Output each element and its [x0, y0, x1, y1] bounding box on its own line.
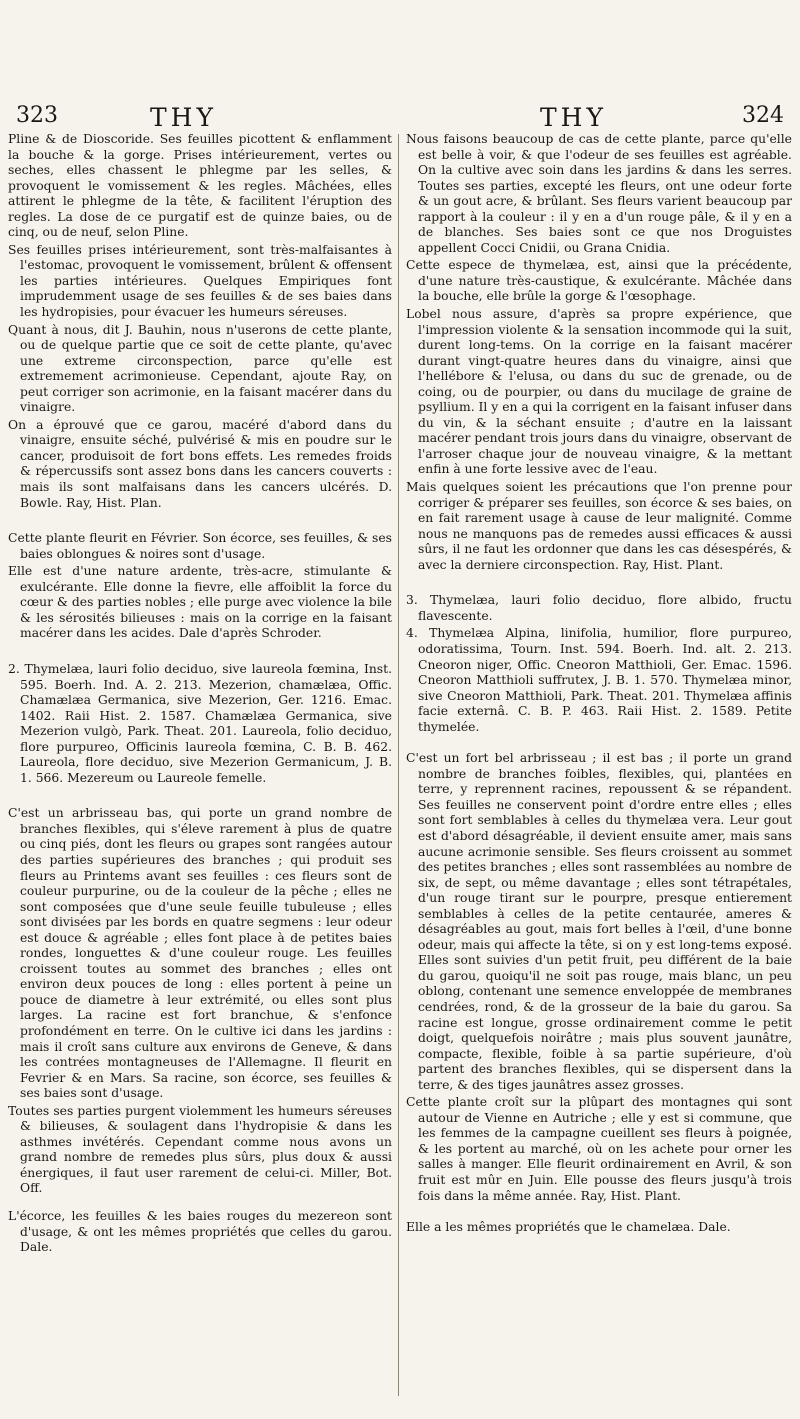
paragraph: C'est un arbrisseau bas, qui porte un grand nombre de branches flexibles, qui s'éleve rarement à plus de quatre ou cinq piés, dont les fleurs ou grapes sont rangées autour des parties supérieures des branches ; qui produit ses fleurs au Printems avant ses feuilles : ces fleurs sont de couleur purpurine, ou de la couleur de la pêche ; elles ne sont composées que d'une seule feuille tubuleuse ; elles sont divisées par les bords en quatre segmens : leur odeur est douce & agréable ; elles font place à de petites baies rondes, longuettes & d'une couleur rouge. Les feuilles croissent toutes au sommet des branches ; elles ont environ deux pouces de long : elles portent à peine un pouce de diametre à leur extrémité, ou elles sont plus larges. La racine est fort branchue, & s'enfonce profondément en terre. On le cultive ici dans les jardins : mais il croît sans culture aux environs de Geneve, & dans les contrées montagneuses de l'Allemagne. Il fleurit en Fevrier & en Mars. Sa racine, son écorce, ses feuilles & ses baies sont d'usage.	[8, 806, 392, 1101]
paragraph: Mais quelques soient les précautions que l'on prenne pour corriger & préparer ses feuilles, son écorce & ses baies, on en fait rarement usage à cause de leur malignité. Comme nous ne manquons pas de remedes aussi efficaces & aussi sûrs, il ne faut les ordonner que dans les cas désespérés, & avec la derniere circonspection. Ray, Hist. Plant.	[406, 480, 792, 572]
paragraph: Pline & de Dioscoride. Ses feuilles picottent & enflamment la bouche & la gorge. Prises intérieurement, vertes ou seches, elles chassent le phlegme par les selles, & provoquent le vomissement & les regles. Mâchées, elles attirent le phlegme de la tête, & facilitent l'éruption des regles. La dose de ce purgatif est de quinze baies, ou de cinq, ou de neuf, selon Pline.	[8, 132, 392, 240]
paragraph: Ses feuilles prises intérieurement, sont très-malfaisantes à l'estomac, provoquent le vomissement, brûlent & offensent les parties intérieures. Quelques Empiriques font imprudemment usage de ses feuilles & de ses baies dans les hydropisies, pour évacuer les humeurs séreuses.	[8, 242, 392, 320]
right-running-head: THY	[540, 103, 607, 132]
spacer	[406, 737, 792, 751]
spacer	[406, 1206, 792, 1220]
paragraph: On a éprouvé que ce garou, macéré d'abord dans du vinaigre, ensuite séché, pulvérisé & mis en poudre sur le cancer, produisoit de fort bons effets. Les remedes froids & répercussifs sont assez bons dans les cancers couverts : mais ils sont malfaisans dans les cancers ulcérés. D. Bowle. Ray, Hist. Plan.	[8, 417, 392, 510]
paragraph: Lobel nous assure, d'après sa propre expérience, que l'impression violente & la sensation incommode qui la suit, durent long-tems. On la corrige en la faisant macérer durant vingt-quatre heures dans du vinaigre, ainsi que l'hellébore & l'elusa, ou dans du suc de grenade, ou de coing, ou de pourpier, ou dans du mucilage de graine de psyllium. Il y en a qui la corrigent en la faisant infuser dans du vin, & la séchant ensuite ; d'autre en la laissant macérer pendant trois jours dans du vinaigre, observant de l'arroser chaque jour de nouveau vinaigre, & la mettant enfin à une forte lessive avec de l'eau.	[406, 307, 792, 477]
left-running-head: THY	[150, 103, 217, 132]
right-column	[406, 132, 792, 1238]
spacer	[8, 1199, 392, 1209]
left-page-number: 323	[16, 103, 58, 128]
paragraph: L'écorce, les feuilles & les baies rouges du mezereon sont d'usage, & ont les mêmes propriétés que celles du garou. Dale.	[8, 1209, 392, 1255]
paragraph: Elle a les mêmes propriétés que le chamelæa. Dale.	[406, 1220, 731, 1235]
paragraph: Nous faisons beaucoup de cas de cette plante, parce qu'elle est belle à voir, & que l'odeur de ses feuilles est agréable. On la cultive avec soin dans les jardins & dans les serres. Toutes ses parties, excepté les fleurs, ont une odeur forte & un gout acre, & brûlant. Ses fleurs varient beaucoup par rapport à la couleur : il y en a d'un rouge pâle, & il y en a de blanches. Ses baies sont ce que nos Droguistes appellent Cocci Cnidii, ou Grana Cnidia.	[406, 132, 792, 255]
paragraph: Toutes ses parties purgent violemment les humeurs séreuses & bilieuses, & soulagent dans l'hydropisie & dans les asthmes invétérés. Cependant comme nous avons un grand nombre de remedes plus sûrs, plus doux & aussi énergiques, il faut user rarement de celui-ci. Miller, Bot. Off.	[8, 1103, 392, 1196]
paragraph: C'est un fort bel arbrisseau ; il est bas ; il porte un grand nombre de branches foibles, flexibles, qui, plantées en terre, y reprennent racines, repoussent & se répandent. Ses feuilles ne conservent point d'ordre entre elles ; elles sont fort semblables à celles du thymelæa vera. Leur gout est d'abord désagréable, il devient ensuite amer, mais sans aucune acrimonie sensible. Ses fleurs croissent au sommet des petites branches ; elles sont rassemblées au nombre de six, de sept, ou même davantage ; elles sont tétrapétales, d'un rouge tirant sur le pourpre, presque entierement semblables à celles de la petite centaurée, ameres & désagréables au gout, mais fort belles à l'œil, d'une bonne odeur, mais qui affecte la tête, si on y est long-tems exposé. Elles sont suivies d'un petit fruit, peu différent de la baie du garou, quoiqu'il ne soit pas rouge, mais blanc, un peu oblong, contenant une semence enveloppée de membranes cendrées, rond, & de la grosseur de la baie du garou. Sa racine est longue, grosse ordinairement comme le petit doigt, quelquefois noirâtre ; mais plus souvent jaunâtre, compacte, flexible, foible à sa partie supérieure, d'où partent des branches flexibles, qui se dispersent dans la terre, & des tiges jaunâtres assez grosses.	[406, 751, 792, 1092]
species-entry: 3. Thymelæa, lauri folio deciduo, flore albido, fructu flavescente.	[406, 593, 792, 623]
spacer	[8, 644, 392, 662]
paragraph: Cette plante fleurit en Février. Son écorce, ses feuilles, & ses baies oblongues & noires sont d'usage.	[8, 531, 392, 561]
right-page-number: 324	[742, 103, 784, 128]
paragraph: Quant à nous, dit J. Bauhin, nous n'userons de cette plante, ou de quelque partie que ce soit de cette plante, qu'avec une extreme circonspection, parce qu'elle est extremement acrimonieuse. Cependant, ajoute Ray, on peut corriger son acrimonie, en la faisant macérer dans du vinaigre.	[8, 322, 392, 415]
species-entry: 2. Thymelæa, lauri folio deciduo, sive laureola fœmina, Inst. 595. Boerh. Ind. A. 2. 213. Mezerion, chamælæa, Offic. Chamælæa Germanica, sive Mezerion, Ger. 1216. Emac. 1402. Raii Hist. 2. 1587. Chamælæa Germanica, sive Mezerion vulgò, Park. Theat. 201. Laureola, folio deciduo, flore purpureo, Officinis laureola fœmina, C. B. B. 462. Laureola, flore deciduo, sive Mezerion Germanicum, J. B. 1. 566. Mezereum ou Laureole femelle.	[8, 661, 392, 785]
paragraph: Cette plante croît sur la plûpart des montagnes qui sont autour de Vienne en Autriche ; elle y est si commune, que les femmes de la campagne cueillent ses fleurs à poignée, & les portent au marché, où on les achete pour orner les salles à manger. Elle fleurit ordinairement en Avril, & son fruit est mûr en Juin. Elle pousse des fleurs jusqu'à trois fois dans la même année. Ray, Hist. Plant.	[406, 1095, 792, 1203]
species-entry: 4. Thymelæa Alpina, linifolia, humilior, flore purpureo, odoratissima, Tourn. Inst. 594. Boerh. Ind. alt. 2. 213. Cneoron niger, Offic. Cneoron Matthioli, Ger. Emac. 1596. Cneoron Matthioli suffrutex, J. B. 1. 570. Thymelæa minor, sive Cneoron Matthioli, Park. Theat. 201. Thymelæa affinis facie externâ. C. B. P. 463. Raii Hist. 2. 1589. Petite thymelée.	[406, 626, 792, 734]
paragraph: Elle est d'une nature ardente, très-acre, stimulante & exulcérante. Elle donne la fievre, elle affoiblit la force du cœur & des parties nobles ; elle purge avec violence la bile & les sérosités bilieuses : mais on la corrige en la faisant macérer dans les acides. Dale d'après Schroder.	[8, 564, 392, 641]
spacer	[8, 788, 392, 806]
page-header	[10, 103, 790, 133]
column-divider	[398, 134, 399, 1396]
paragraph: Cette espece de thymelæa, est, ainsi que la précédente, d'une nature très-caustique, & exulcérante. Mâchée dans la bouche, elle brûle la gorge & l'œsophage.	[406, 258, 792, 304]
spacer	[8, 513, 392, 531]
spacer	[406, 575, 792, 593]
left-column	[8, 132, 392, 1258]
